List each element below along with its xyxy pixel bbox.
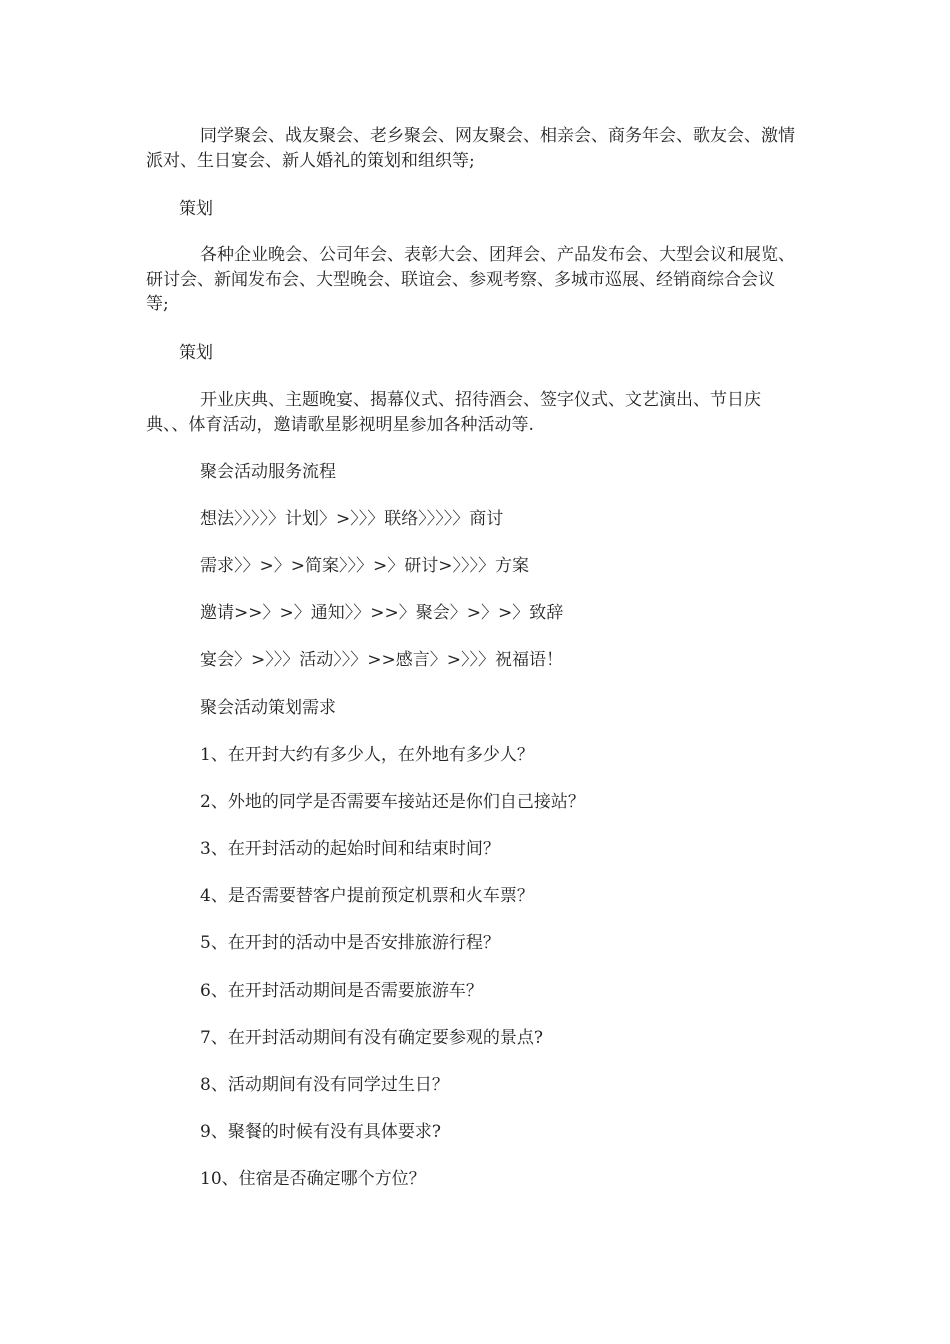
requirement-item-4: 4、是否需要替客户提前预定机票和火车票？ xyxy=(200,886,534,906)
requirement-item-7: 7、在开封活动期间有没有确定要参观的景点? xyxy=(200,1028,543,1048)
paragraph-ceremonies: 开业庆典、主题晚宴、揭幕仪式、招待酒会、签字仪式、文艺演出、节日庆典、、体育活动，邀请歌星影视明星参加各种活动等. xyxy=(146,390,761,435)
flow-line-2: 需求〉〉>〉>简案〉〉〉>〉研讨>〉〉〉〉方案 xyxy=(200,556,529,576)
requirement-item-3: 3、在开封活动的起始时间和结束时间？ xyxy=(200,839,500,859)
section-label-planning-1: 策划 xyxy=(179,199,213,219)
requirement-item-5: 5、在开封的活动中是否安排旅游行程？ xyxy=(200,933,500,953)
flow-line-3: 邀请>>〉>〉通知〉〉>>〉聚会〉>〉>〉致辞 xyxy=(200,603,564,623)
requirement-item-1: 1、在开封大约有多少人，在外地有多少人？ xyxy=(200,745,534,765)
paragraph-corporate-events: 各种企业晚会、公司年会、表彰大会、团拜会、产品发布会、大型会议和展览、研讨会、新闻发布会、大型晚会、联谊会、参观考察、多城市巡展、经销商综合会议等; xyxy=(146,245,795,314)
paragraph-gatherings: 同学聚会、战友聚会、老乡聚会、网友聚会、相亲会、商务年会、歌友会、激情派对、生日宴会、新人婚礼的策划和组织等; xyxy=(146,126,795,171)
flow-line-4: 宴会〉>〉〉〉活动〉〉〉>>感言〉>〉〉〉祝福语！ xyxy=(200,650,563,670)
requirement-item-6: 6、在开封活动期间是否需要旅游车？ xyxy=(200,981,483,1001)
flow-line-1: 想法〉〉〉〉〉计划〉>〉〉〉联络〉〉〉〉〉商讨 xyxy=(200,509,504,529)
section-label-planning-2: 策划 xyxy=(179,343,213,363)
flow-title: 聚会活动服务流程 xyxy=(200,462,336,482)
requirement-item-8: 8、活动期间有没有同学过生日？ xyxy=(200,1075,449,1095)
requirement-item-2: 2、外地的同学是否需要车接站还是你们自己接站？ xyxy=(200,792,585,812)
requirements-title: 聚会活动策划需求 xyxy=(200,698,336,718)
requirement-item-9: 9、聚餐的时候有没有具体要求? xyxy=(200,1122,441,1142)
requirement-item-10: 10、住宿是否确定哪个方位？ xyxy=(200,1169,426,1189)
